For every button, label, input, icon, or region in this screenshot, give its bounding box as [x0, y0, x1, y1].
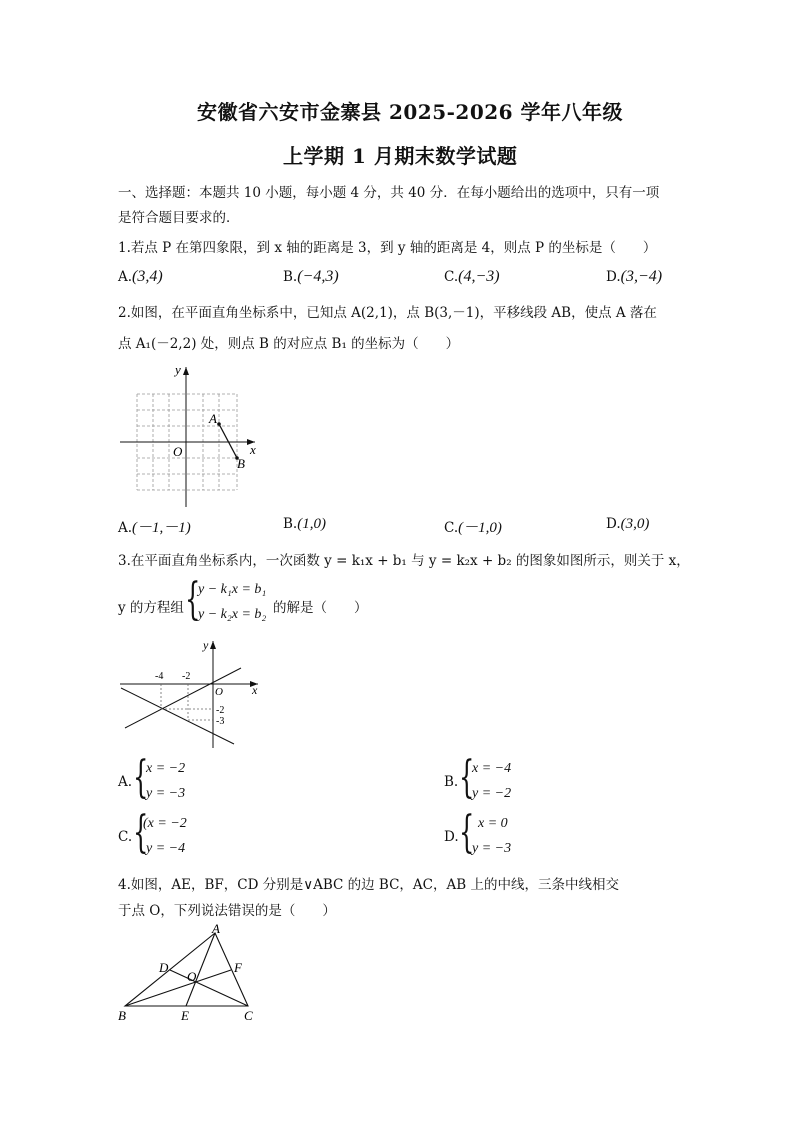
q4-label-b: B: [118, 1008, 126, 1023]
q2-segment-ab: [219, 424, 237, 458]
q1-option-a[interactable]: A.(3,4): [118, 268, 163, 285]
q3-option-a-label[interactable]: A.: [118, 774, 133, 790]
q3-tick-ym2: -2: [216, 705, 225, 716]
q3-option-a-brace: {: [133, 752, 149, 803]
doc-title-line1: 安徽省六安市金寨县 2025-2026 学年八年级: [197, 100, 624, 124]
q3-tick-m2: -2: [182, 671, 191, 682]
q3-option-d-eq1: x = 0: [478, 816, 508, 831]
q2-option-b[interactable]: B.(1,0): [283, 516, 326, 532]
doc-title-line2: 上学期 1 月期末数学试题: [283, 144, 518, 168]
q3-graph-figure: [118, 638, 268, 753]
q3-stem-prefix: y 的方程组: [118, 600, 184, 616]
q4-triangle-figure: [115, 921, 275, 1025]
q2-label-y: y: [175, 362, 181, 377]
q2-label-origin: O: [173, 444, 183, 459]
q4-stem-line2: 于点 O，下列说法错误的是（ ）: [118, 903, 336, 919]
q3-option-b-brace: {: [459, 752, 475, 803]
q2-coordinate-figure: [115, 362, 275, 512]
q3-option-c-brace: {: [133, 807, 149, 858]
q4-stem-line1: 4.如图，AE，BF，CD 分别是∨ABC 的边 BC，AC，AB 上的中线，三条中线相交: [118, 877, 619, 893]
q1-stem: 1.若点 P 在第四象限，到 x 轴的距离是 3，到 y 轴的距离是 4，则点 P 的坐标是（ ）: [118, 240, 657, 256]
q3-tick-ym3: -3: [216, 716, 225, 727]
q3-option-a-eq1: x = −2: [146, 761, 186, 776]
q3-stem-suffix: 的解是（ ）: [273, 600, 368, 616]
q2-stem-line1: 2.如图，在平面直角坐标系中，已知点 A(2,1)，点 B(3,－1)，平移线段 AB，使点 A 落在: [118, 305, 657, 321]
q1-option-d[interactable]: D.(3,−4): [606, 268, 663, 285]
q3-option-a-eq2: y = −3: [146, 786, 186, 801]
q3-option-c-label[interactable]: C.: [118, 829, 133, 845]
q2-stem-line2: 点 A₁(－2,2) 处，则点 B 的对应点 B₁ 的坐标为（ ）: [118, 336, 460, 352]
q3-label-y: y: [203, 638, 209, 652]
q4-label-c: C: [244, 1008, 253, 1023]
q4-median-cd: [170, 970, 248, 1006]
q4-label-f: F: [234, 960, 242, 975]
q2-label-x: x: [250, 442, 256, 457]
q3-option-d-eq2: y = −3: [472, 841, 512, 856]
q3-option-b-label[interactable]: B.: [444, 774, 459, 790]
section-header-cont: 是符合题目要求的．: [118, 210, 240, 226]
q3-system-brace: {: [185, 574, 201, 625]
q4-label-d: D: [159, 960, 169, 975]
q3-option-b-eq2: y = −2: [472, 786, 512, 801]
q3-label-x: x: [252, 683, 258, 697]
q3-system-eq2: y − k₂x = b₂: [198, 607, 267, 622]
section-header: 一、选择题：本题共 10 小题，每小题 4 分，共 40 分．在每小题给出的选项中，只有一项: [118, 185, 660, 201]
q1-option-c[interactable]: C.(4,−3): [444, 268, 500, 285]
q2-option-d[interactable]: D.(3,0): [606, 516, 650, 532]
q3-option-c-eq2: y = −4: [146, 841, 186, 856]
q2-option-a[interactable]: A.(－1,－1): [118, 520, 191, 536]
q4-label-a: A: [212, 921, 220, 936]
q3-system-eq1: y − k₁x = b₁: [198, 582, 267, 597]
q1-option-b[interactable]: B.(−4,3): [283, 268, 339, 285]
q3-option-d-label[interactable]: D.: [444, 829, 459, 845]
q4-median-bf: [125, 970, 231, 1006]
q4-label-e: E: [181, 1008, 189, 1023]
q3-option-d-brace: {: [459, 807, 475, 858]
q2-option-c[interactable]: C.(－1,0): [444, 520, 502, 536]
q3-option-b-eq1: x = −4: [472, 761, 512, 776]
q3-option-c-eq1: (x = −2: [143, 816, 187, 831]
q3-stem-line1: 3.在平面直角坐标系内，一次函数 y = k₁x + b₁ 与 y = k₂x + b₂ 的图象如图所示，则关于 x，: [118, 553, 690, 569]
q2-label-b: B: [237, 456, 245, 471]
q3-tick-m4: -4: [155, 671, 164, 682]
q4-label-o: O: [187, 969, 197, 984]
q2-label-a: A: [209, 411, 217, 426]
q3-label-origin: O: [215, 686, 223, 698]
